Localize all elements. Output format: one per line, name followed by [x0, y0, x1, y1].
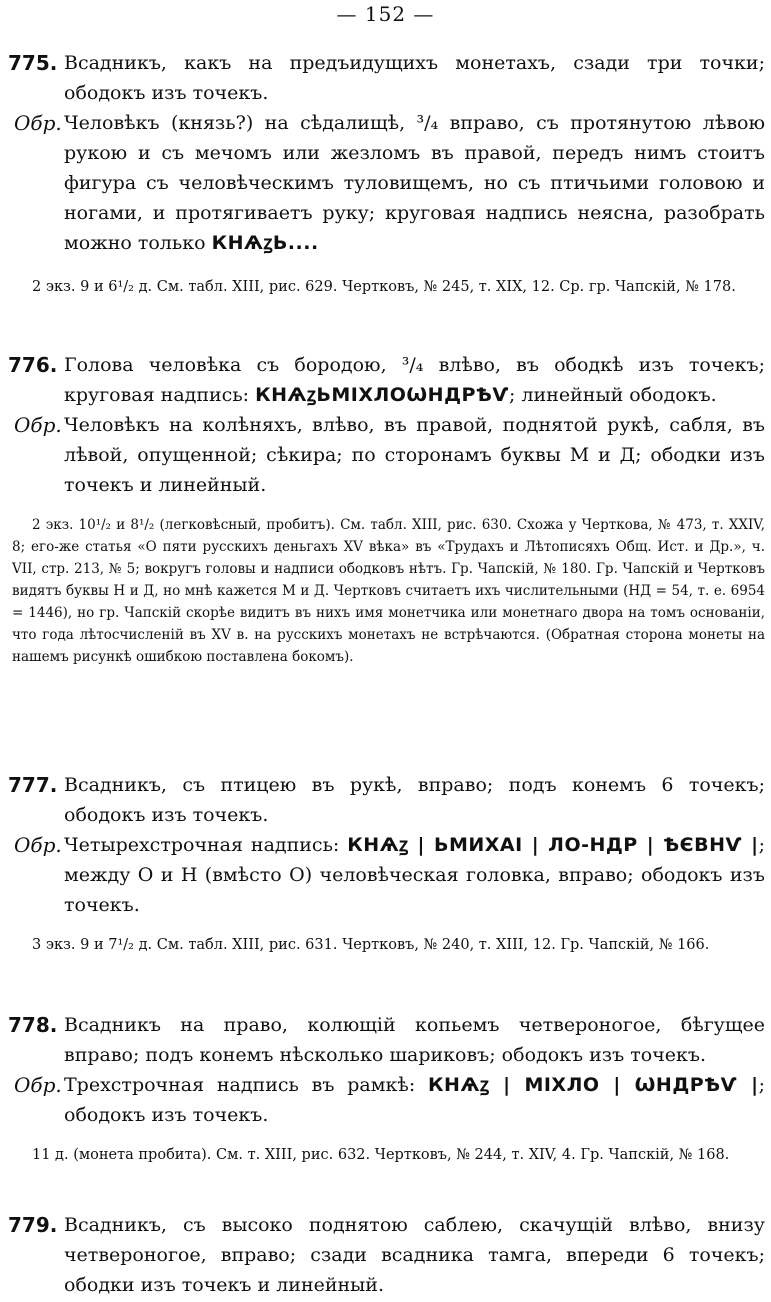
entry-number: 777.: [8, 773, 58, 797]
entry-reverse: [0, 1070, 771, 1130]
catalog-entry-776: [0, 350, 771, 668]
entry-number: 776.: [8, 353, 58, 377]
coin-legend: КНѦꙁЬ....: [211, 232, 319, 254]
coin-legend: КНѦꙁЬМІХЛОѠНДРѢѴ: [255, 384, 510, 406]
obverse-description: Всадникъ, съ высоко поднятою саблею, скачущій влѣво, внизу четвероногое, вправо; сзади всадника тамга, впереди 6 точекъ; ободки изъ точекъ и линейный.: [64, 1214, 765, 1296]
entry-obverse: [0, 48, 771, 108]
obverse-description: Голова человѣка съ бородою, ³/₄ влѣво, въ ободкѣ изъ точекъ; круговая надпись:: [64, 354, 765, 406]
entry-note: 2 экз. 10¹/₂ и 8¹/₂ (легковѣсный, пробитъ). См. табл. XIII, рис. 630. Схожа у Черткова, № 473, т. XXIV, 8; его-же статья «О пяти русскихъ деньгахъ XV вѣка» въ «Трудахъ и Лѣтописяхъ Общ. Ист. и Др.», ч. VII, стр. 213, № 5; вокругъ головы и надписи ободковъ нѣтъ. Гр. Чапскій, № 180. Гр. Чапскій и Чертковъ видятъ буквы Н и Д, но мнѣ кажется М и Д. Чертковъ считаетъ ихъ числительными (НД = 54, т. е. 6954 = 1446), но гр. Чапскій скорѣе видитъ въ нихъ имя монетчика или монетнаго двора на томъ основаніи, что года лѣтосчисленій въ XV в. на русскихъ монетахъ не встрѣчаются. (Обратная сторона монеты на нашемъ рисункѣ ошибкою поставлена бокомъ).: [12, 517, 765, 665]
reverse-label: Обр.: [14, 1073, 62, 1097]
entry-number: 778.: [8, 1013, 58, 1037]
reverse-description: Трехстрочная надпись въ рамкѣ:: [64, 1074, 429, 1096]
entry-note: 2 экз. 9 и 6¹/₂ д. См. табл. XIII, рис. 629. Чертковъ, № 245, т. XIX, 12. Ср. гр. Чапскій, № 178.: [32, 279, 736, 295]
entry-obverse: [0, 350, 771, 410]
entry-obverse: [0, 1210, 771, 1300]
obverse-description: Всадникъ, съ птицею въ рукѣ, вправо; подъ конемъ 6 точекъ; ободокъ изъ точекъ.: [64, 774, 765, 826]
reverse-description-end: ; ободокъ изъ точекъ.: [64, 1074, 765, 1126]
entry-obverse: [0, 1010, 771, 1070]
reverse-label: Обр.: [14, 833, 62, 857]
entry-reverse: [0, 410, 771, 500]
obverse-description: Всадникъ на право, колющій копьемъ четвероногое, бѣгущее вправо; подъ конемъ нѣсколько шариковъ; ободокъ изъ точекъ.: [64, 1014, 765, 1066]
catalog-entry-778: [0, 1010, 771, 1167]
reverse-description: Человѣкъ на колѣняхъ, влѣво, въ правой, поднятой рукѣ, сабля, въ лѣвой, опущенной; сѣкира; по сторонамъ буквы М и Д; ободки изъ точекъ и линейный.: [64, 414, 765, 496]
entry-note: 3 экз. 9 и 7¹/₂ д. См. табл. XIII, рис. 631. Чертковъ, № 240, т. XIII, 12. Гр. Чапскій, № 166.: [32, 937, 710, 953]
entry-note: 11 д. (монета пробита). См. т. XIII, рис. 632. Чертковъ, № 244, т. XIV, 4. Гр. Чапскій, № 168.: [32, 1147, 730, 1163]
obverse-description: Всадникъ, какъ на предъидущихъ монетахъ, сзади три точки; ободокъ изъ точекъ.: [64, 52, 765, 104]
entry-obverse: [0, 770, 771, 830]
obverse-description-end: ; линейный ободокъ.: [509, 384, 717, 406]
coin-legend: КНѦꙁ | ЬМИХАІ | ЛО-НДР | ѢЄВНѴ |: [347, 834, 759, 856]
catalog-entry-777: [0, 770, 771, 957]
entry-reverse: [0, 108, 771, 258]
entry-reverse: [0, 830, 771, 920]
catalog-entry-779: [0, 1210, 771, 1300]
entry-number: 779.: [8, 1213, 58, 1237]
reverse-description-end: ; между О и Н (вмѣсто О) человѣческая головка, вправо; ободокъ изъ точекъ.: [64, 834, 765, 916]
coin-legend: КНѦꙁ | МІХЛО | ѠНДРѢѴ |: [428, 1074, 759, 1096]
reverse-description: Четырехстрочная надпись:: [64, 834, 348, 856]
entry-number: 775.: [8, 51, 58, 75]
reverse-description: Человѣкъ (князь?) на сѣдалищѣ, ³/₄ вправо, съ протянутою лѣвою рукою и съ мечомъ или жезломъ въ правой, передъ нимъ стоитъ фигура съ человѣческимъ туловищемъ, но съ птичьими головою и ногами, и протягиваетъ руку; круговая надпись неясна, разобрать можно только: [64, 112, 765, 254]
page-number: — 152 —: [336, 2, 435, 26]
catalog-entry-775: [0, 48, 771, 299]
reverse-label: Обр.: [14, 413, 62, 437]
reverse-label: Обр.: [14, 111, 62, 135]
